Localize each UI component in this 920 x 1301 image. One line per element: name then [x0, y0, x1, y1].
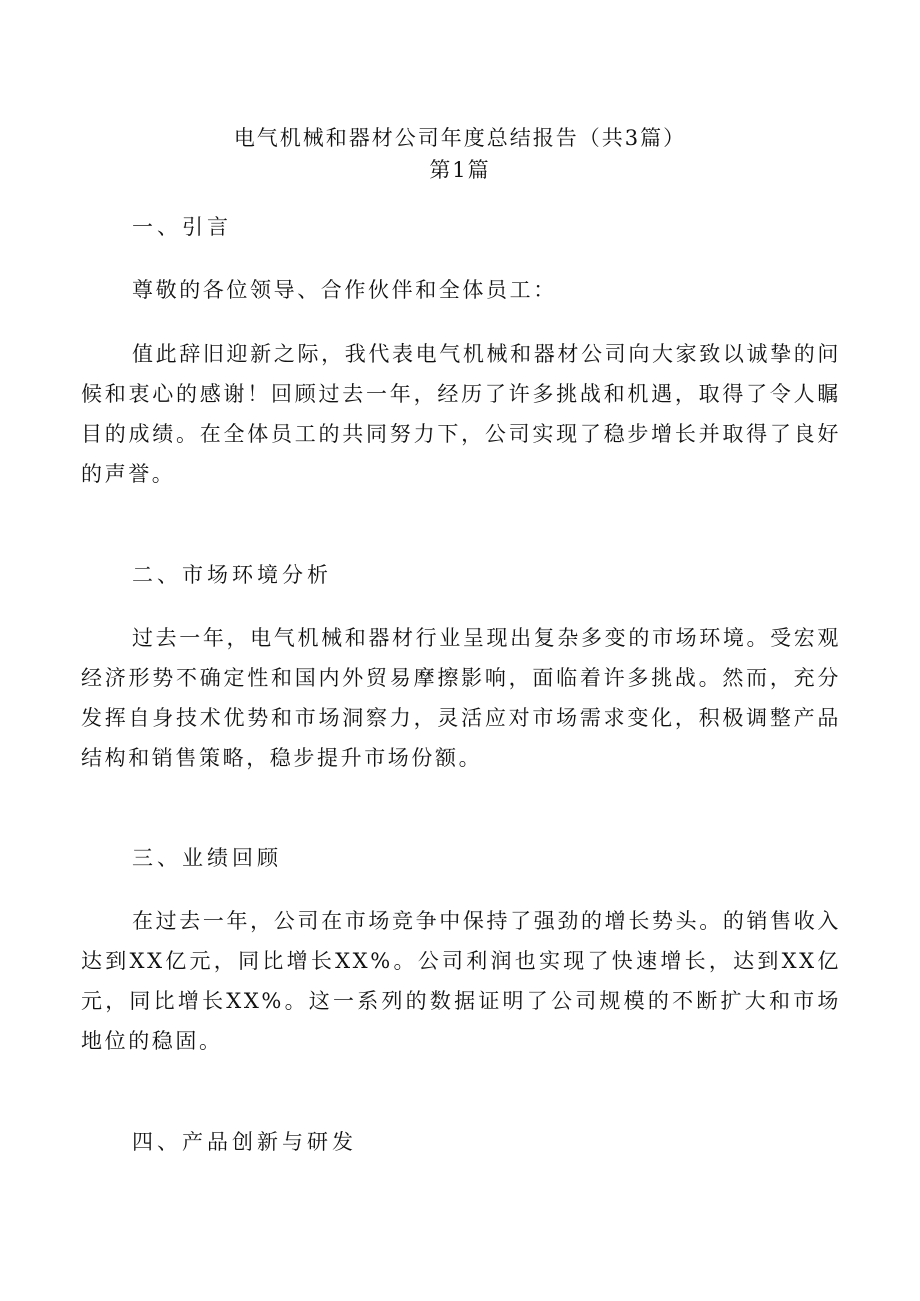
- paragraph-introduction: 值此辞旧迎新之际，我代表电气机械和器材公司向大家致以诚挚的问候和衷心的感谢！回顾过去一年，经历了许多挑战和机遇，取得了令人瞩目的成绩。在全体员工的共同努力下，公司实现了稳步增长并取得了良好的声誉。: [81, 342, 841, 486]
- document-title: 电气机械和器材公司年度总结报告（共3篇）: [233, 126, 687, 150]
- section-heading-introduction: 一、引言: [132, 215, 232, 239]
- paragraph-market-analysis: 过去一年，电气机械和器材行业呈现出复杂多变的市场环境。受宏观经济形势不确定性和国内外贸易摩擦影响，面临着许多挑战。然而，充分发挥自身技术优势和市场洞察力，灵活应对市场需求变化，积极调整产品结构和销售策略，稳步提升市场份额。: [81, 626, 841, 770]
- section-heading-performance-review: 三、业绩回顾: [132, 846, 282, 870]
- paragraph-salutation: 尊敬的各位领导、合作伙伴和全体员工：: [132, 278, 557, 302]
- section-heading-market-analysis: 二、市场环境分析: [132, 563, 332, 587]
- document-subtitle: 第1篇: [429, 158, 491, 182]
- section-heading-product-innovation: 四、产品创新与研发: [132, 1130, 357, 1154]
- paragraph-performance-review: 在过去一年，公司在市场竞争中保持了强劲的增长势头。的销售收入达到XX亿元，同比增长XX%。公司利润也实现了快速增长，达到XX亿元，同比增长XX%。这一系列的数据证明了公司规模的不断扩大和市场地位的稳固。: [81, 909, 841, 1053]
